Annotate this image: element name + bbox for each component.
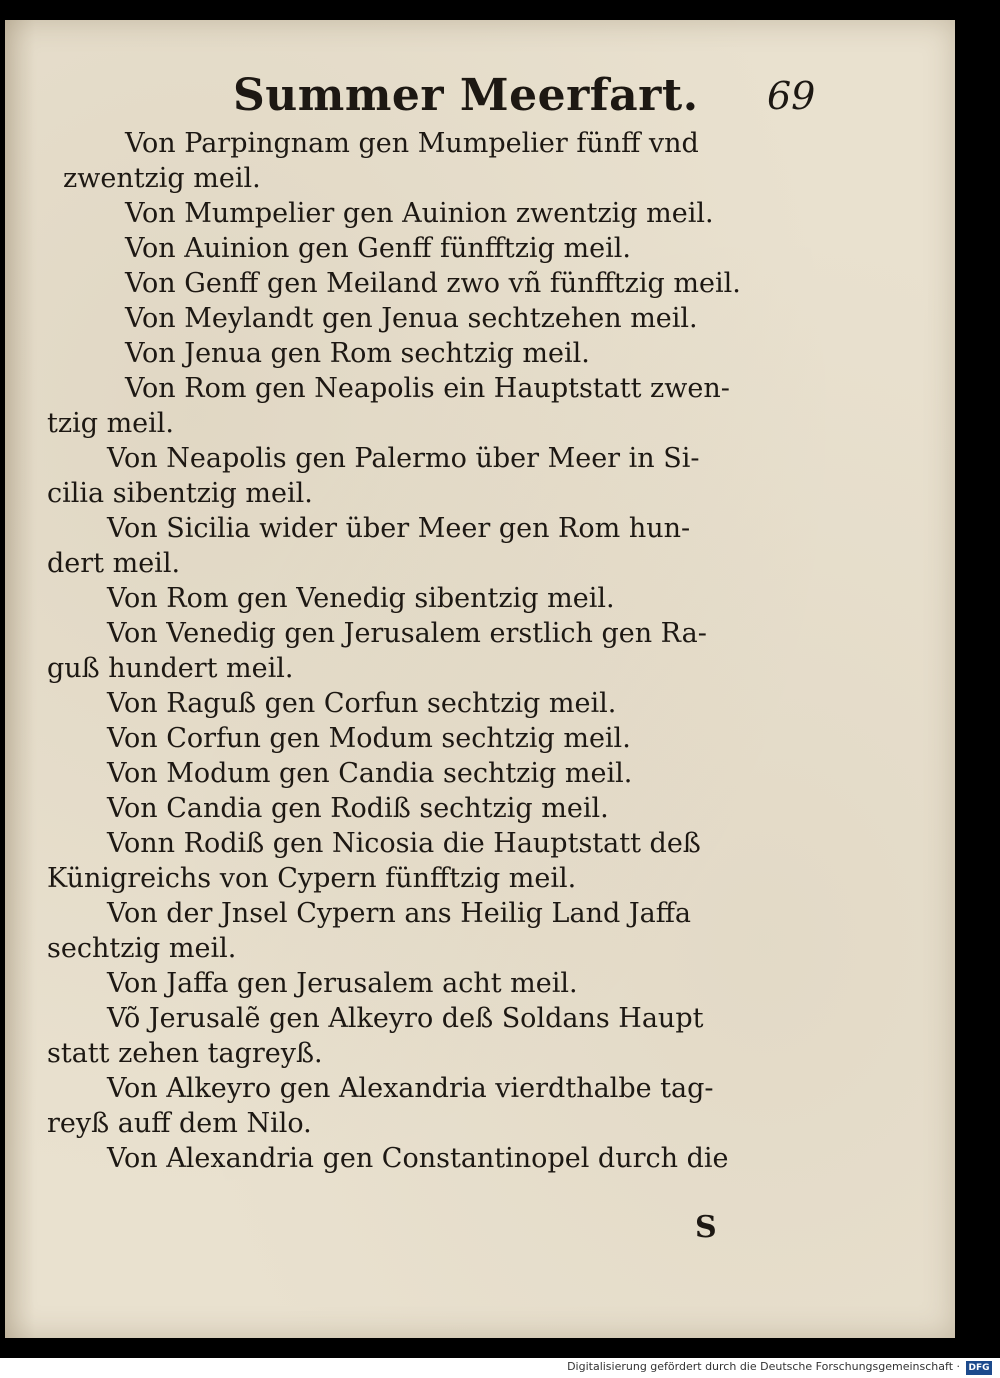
text-line: Vonn Rodiß gen Nicosia die Hauptstatt deß [107, 828, 701, 859]
page-header [5, 70, 955, 130]
footer-bar [0, 1358, 1000, 1378]
text-line: Von Jenua gen Rom sechtzig meil. [125, 338, 590, 369]
text-line: reyß auff dem Nilo. [47, 1108, 312, 1139]
text-line: zwentzig meil. [63, 163, 261, 194]
text-line: Von der Jnsel Cypern ans Heilig Land Jaffa [107, 898, 692, 929]
text-line: dert meil. [47, 548, 181, 579]
text-line: Von Neapolis gen Palermo über Meer in Si- [107, 443, 700, 474]
text-line: Von Rom gen Venedig sibentzig meil. [107, 583, 615, 614]
text-line: Von Corfun gen Modum sechtzig meil. [107, 723, 631, 754]
book-page [5, 20, 955, 1338]
text-line: Künigreichs von Cypern fünfftzig meil. [47, 863, 577, 894]
text-line: Von Parpingnam gen Mumpelier fünff vnd [125, 128, 699, 159]
text-line: Von Jaffa gen Jerusalem acht meil. [107, 968, 578, 999]
signature-mark: S [695, 1210, 717, 1245]
text-line: Von Alexandria gen Constantinopel durch die [107, 1143, 729, 1174]
dfg-logo: DFG [966, 1361, 992, 1375]
text-line: Von Meylandt gen Jenua sechtzehen meil. [125, 303, 698, 334]
text-line: Von Raguß gen Corfun sechtzig meil. [107, 688, 617, 719]
text-line: Von Mumpelier gen Auinion zwentzig meil. [125, 198, 714, 229]
text-line: Von Auinion gen Genff fünfftzig meil. [125, 233, 631, 264]
text-line: Võ Jerusalẽ gen Alkeyro deß Soldans Haupt [107, 1003, 704, 1034]
text-line: Von Candia gen Rodiß sechtzig meil. [107, 793, 609, 824]
text-line: tzig meil. [47, 408, 175, 439]
text-line: Von Modum gen Candia sechtzig meil. [107, 758, 633, 789]
text-line: sechtzig meil. [47, 933, 237, 964]
text-line: Von Venedig gen Jerusalem erstlich gen Ra- [107, 618, 707, 649]
text-block [45, 126, 825, 1176]
running-title: Summer Meerfart. [233, 70, 699, 121]
text-line: Von Sicilia wider über Meer gen Rom hun- [107, 513, 691, 544]
text-line: Von Rom gen Neapolis ein Hauptstatt zwen- [125, 373, 730, 404]
text-line: guß hundert meil. [47, 653, 294, 684]
page-number: 69 [767, 74, 816, 118]
funding-credit: Digitalisierung gefördert durch die Deutsche Forschungsgemeinschaft · [567, 1360, 960, 1373]
text-line: cilia sibentzig meil. [47, 478, 313, 509]
text-line: statt zehen tagreyß. [47, 1038, 323, 1069]
text-line: Von Genff gen Meiland zwo vñ fünfftzig meil. [125, 268, 741, 299]
text-line: Von Alkeyro gen Alexandria vierdthalbe tag- [107, 1073, 714, 1104]
